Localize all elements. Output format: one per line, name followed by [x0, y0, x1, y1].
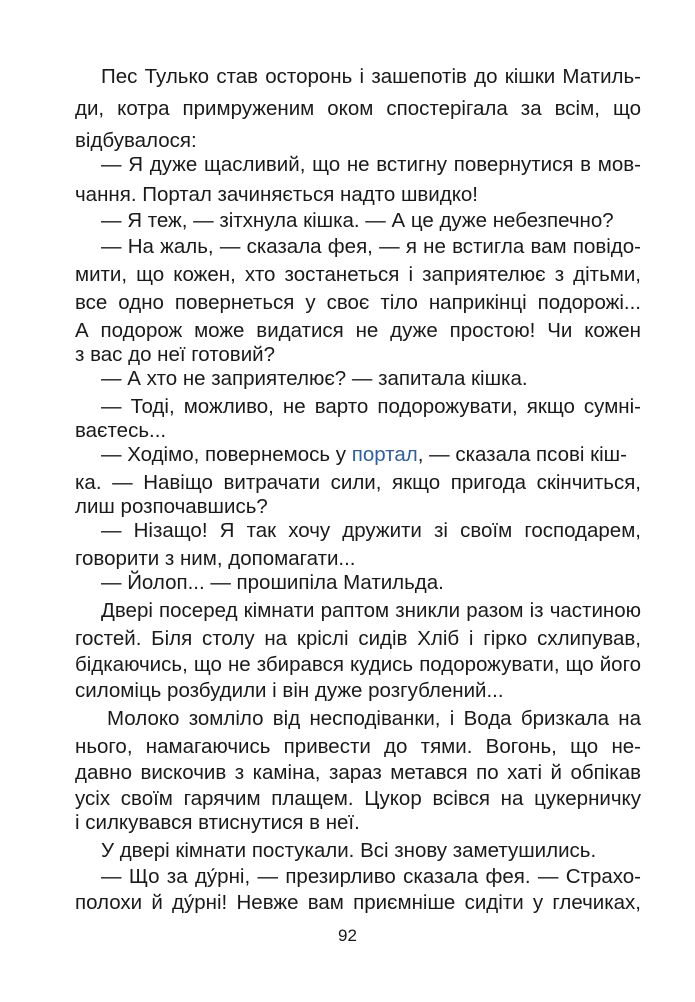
- text-line: [101, 442, 641, 468]
- text-line: — Я теж, — зітхнула кішка. — А це дуже небезпечно?: [101, 209, 614, 232]
- text-line: силоміць розбудили і він дуже розгублений...: [75, 679, 504, 702]
- text-line: У двері кімнати постукали. Всі знову заметушились.: [101, 839, 597, 862]
- text-line: все одно повернеться у своє тіло наприкінці подорожі...: [75, 291, 641, 314]
- text-line: з вас до неї готовий?: [75, 343, 276, 366]
- text-line: — Що за ду́рні, — презирливо сказала фея. — Страхо-: [101, 865, 641, 888]
- text-line: — Йолоп... — прошипіла Матильда.: [101, 571, 444, 594]
- text-line: чання. Портал зачиняється надто швидко!: [75, 183, 478, 206]
- text-segment: , — сказала псові кіш-: [417, 443, 627, 466]
- text-line: полохи й ду́рні! Невже вам приємніше сидіти у глечиках,: [75, 891, 641, 914]
- text-line: — Нізащо! Я так хочу дружити зі своїм господарем,: [101, 519, 641, 542]
- text-line: Пес Тулько став осторонь і зашепотів до кішки Матиль-: [101, 65, 641, 88]
- text-line: — Тоді, можливо, не варто подорожувати, якщо сумні-: [101, 395, 641, 418]
- text-line: відбувалося:: [75, 129, 197, 152]
- text-line: бідкаючись, що не збирався кудись подорожувати, що його: [75, 653, 641, 676]
- text-line: — А хто не заприятелює? — запитала кішка.: [101, 367, 528, 390]
- portal-link[interactable]: портал: [351, 443, 418, 466]
- text-line: — На жаль, — сказала фея, — я не встигла вам повідо-: [101, 235, 641, 258]
- text-line: гостей. Біля столу на кріслі сидів Хліб і гірко схлипував,: [75, 627, 641, 650]
- page-number: 92: [338, 926, 357, 945]
- text-line: усіх своїм гарячим плащем. Цукор всівся на цукерничку: [75, 787, 641, 810]
- text-line: ка. — Навіщо витрачати сили, якщо пригода скінчиться,: [75, 471, 641, 494]
- text-line: — Я дуже щасливий, що не встигну повернутися в мов-: [101, 153, 641, 176]
- text-line: А подорож може видатися не дуже простою! Чи кожен: [75, 319, 641, 342]
- text-line: мити, що кожен, хто зостанеться і заприятелює з дітьми,: [75, 263, 641, 286]
- text-line: ди, котра примруженим оком спостерігала за всім, що: [75, 97, 641, 120]
- text-segment: — Ходімо, повернемось у: [101, 443, 347, 466]
- text-line: Двері посеред кімнати раптом зникли разом із частиною: [101, 599, 641, 622]
- text-line: говорити з ним, допомагати...: [75, 547, 356, 570]
- text-line: і силкувався втиснутися в неї.: [75, 811, 360, 834]
- text-line: нього, намагаючись привести до тями. Вогонь, що не-: [75, 735, 641, 758]
- text-line: давно вискочив з каміна, зараз метався по хаті й обпікав: [75, 761, 641, 784]
- text-line: лиш розпочавшись?: [75, 495, 268, 518]
- text-line: Молоко зомліло від несподіванки, і Вода бризкала на: [107, 707, 641, 730]
- text-line: ваєтесь...: [75, 419, 167, 442]
